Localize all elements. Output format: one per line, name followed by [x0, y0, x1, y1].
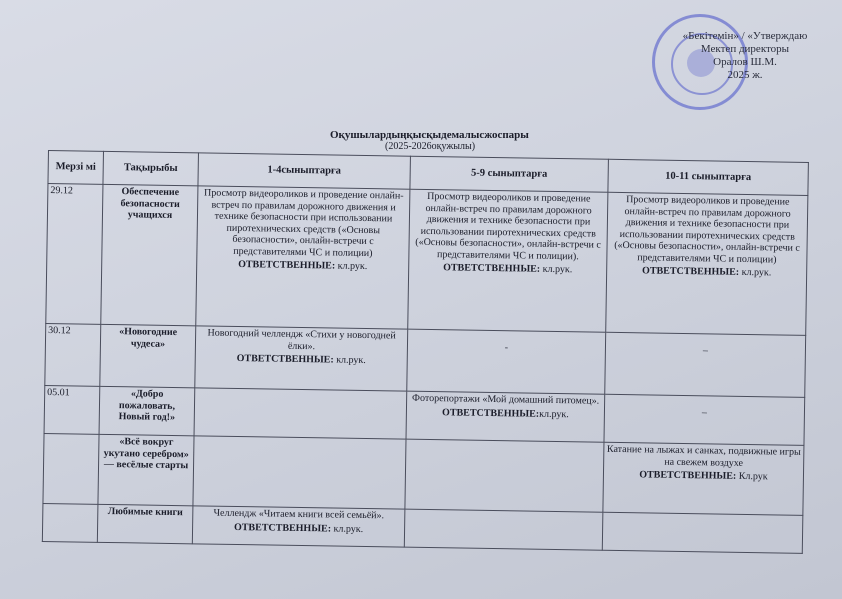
- responsible-line: [411, 262, 604, 277]
- responsible-label: ОТВЕТСТВЕННЫЕ:: [443, 262, 541, 275]
- responsible-label: ОТВЕТСТВЕННЫЕ:: [639, 469, 737, 482]
- responsible-value: кл.рук.: [539, 408, 569, 420]
- activity-text: Фоторепортажи «Мой домашний питомец».: [412, 392, 600, 407]
- responsible-value: кл.рук.: [540, 263, 573, 276]
- activity-cell-g2: [408, 189, 608, 332]
- activity-cell-g1: [193, 436, 406, 509]
- date-cell: 30.12: [45, 323, 101, 386]
- header-grades-5-9: 5-9 сыныптарға: [410, 156, 608, 192]
- table-row: [43, 433, 804, 515]
- responsible-label: ОТВЕТСТВЕННЫЕ:: [442, 406, 540, 420]
- responsible-value: кл.рук.: [335, 260, 368, 273]
- dash-mark: -: [504, 342, 509, 354]
- date-cell: 29.12: [46, 184, 103, 325]
- topic-cell: Любимые книги: [97, 504, 193, 543]
- responsible-value: кл.рук.: [331, 522, 364, 535]
- approval-line: «Бекітемін» / «Утверждаю: [682, 30, 808, 42]
- approval-line: Оралов Ш.М.: [713, 56, 777, 68]
- activity-cell-g1: [195, 326, 408, 391]
- activity-text: Новогодний челлендж «Стихи у новогодней ёлки».: [207, 327, 396, 352]
- date-cell: 05.01: [44, 385, 100, 434]
- activity-cell-g2: [406, 391, 605, 442]
- header-date: Мерзі мі: [48, 151, 104, 185]
- responsible-label: ОТВЕТСТВЕННЫЕ:: [642, 265, 740, 278]
- activity-cell-g3: [602, 512, 803, 553]
- table-row: [46, 184, 808, 336]
- date-cell: [43, 433, 99, 504]
- responsible-line: [606, 469, 801, 484]
- approval-line: Мектеп директоры: [700, 43, 790, 55]
- activity-text: Просмотр видеороликов и проведение онлайн-встреч по правилам дорожного движения и технике безопасности при использовании пиротехнических средств («Основы безопасности», онлайн-встречи с представителями ЧС и полиции): [614, 194, 800, 265]
- date-cell: [42, 503, 98, 542]
- document-title: Оқушылардыңқысқыдемалысжоспары: [330, 129, 529, 141]
- activity-cell-g3: [606, 192, 808, 335]
- responsible-label: ОТВЕТСТВЕННЫЕ:: [233, 521, 332, 534]
- dash-mark: –: [702, 345, 709, 357]
- activity-text: Просмотр видеороликов и проведение онлайн-встреч по правилам дорожного движения и технике безопасности при использовании пиротехнических средств («Основы безопасности», онлайн-встречи с представителями ЧС и полиции).: [415, 190, 601, 262]
- activity-cell-g3: [605, 332, 806, 397]
- responsible-line: [195, 521, 402, 536]
- document-year: (2025-2026оқужылы): [385, 141, 476, 152]
- activity-cell-g1: [192, 506, 405, 547]
- activity-cell-g2: [407, 329, 606, 394]
- topic-cell: Обеспечение безопасности учащихся: [101, 184, 198, 325]
- activity-cell-g3: [604, 394, 805, 445]
- header-grades-10-11: 10-11 сыныптарға: [608, 159, 808, 195]
- responsible-line: [199, 258, 406, 273]
- topic-cell: «Добро пожаловать, Новый год!»: [99, 386, 195, 435]
- responsible-line: [409, 406, 602, 421]
- activity-cell-g2: [404, 509, 603, 550]
- approval-line: 2025 ж.: [727, 69, 763, 81]
- responsible-value: Кл.рук: [736, 470, 768, 483]
- responsible-line: [198, 352, 405, 367]
- header-topic: Тақырыбы: [103, 151, 199, 185]
- activity-cell-g2: [405, 439, 604, 512]
- activity-text: Катание на лыжах и санках, подвижные игры на свежем воздухе: [606, 443, 801, 469]
- topic-cell: «Новогодние чудеса»: [100, 324, 196, 387]
- plan-table: [42, 150, 809, 554]
- activity-cell-g1: [194, 388, 407, 439]
- approval-block: [680, 30, 810, 82]
- activity-cell-g1: [196, 186, 410, 329]
- dash-mark: –: [701, 407, 708, 419]
- responsible-label: ОТВЕТСТВЕННЫЕ:: [236, 352, 334, 366]
- responsible-label: ОТВЕТСТВЕННЫЕ:: [238, 259, 336, 272]
- activity-cell-g3: [603, 442, 804, 515]
- responsible-value: кл.рук.: [739, 266, 772, 279]
- activity-text: Челлендж «Читаем книги всей семьёй».: [213, 507, 385, 522]
- activity-text: Просмотр видеороликов и проведение онлайн-встреч по правилам дорожного движения и технике безопасности при использовании пиротехнических средств («Основы безопасности», онлайн-встречи с представителями ЧС и полиции): [203, 187, 404, 259]
- topic-cell: «Всё вокруг укутано серебром» — весёлые старты: [98, 434, 194, 505]
- responsible-value: кл.рук.: [333, 354, 366, 367]
- responsible-line: [609, 265, 804, 280]
- header-grades-1-4: 1-4сыныптарға: [198, 153, 410, 189]
